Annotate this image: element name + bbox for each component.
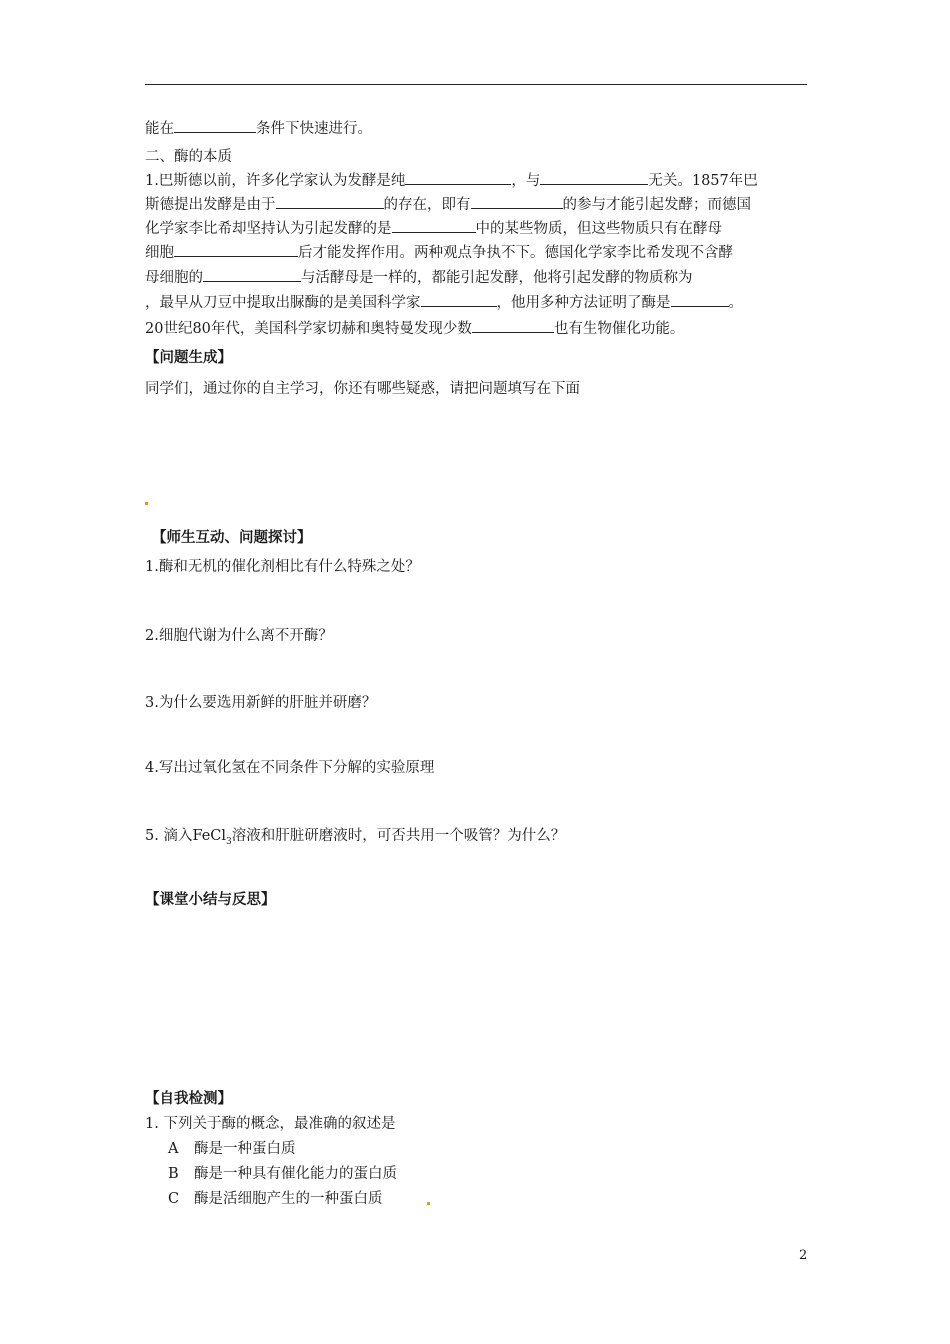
text: 。	[728, 295, 743, 311]
selftest-question-1: 1. 下列关于酶的概念，最准确的叙述是	[145, 1116, 396, 1132]
text: 能在	[145, 121, 174, 137]
page-number: 2	[799, 1248, 808, 1263]
text: 20世纪80年代，美国科学家切赫和奥特曼发现少数	[145, 321, 472, 337]
option-letter: C	[168, 1191, 180, 1207]
option-text: 酶是一种具有催化能力的蛋白质	[194, 1166, 397, 1182]
option-c	[168, 1188, 383, 1210]
text: ，他用多种方法证明了酶是	[496, 295, 671, 311]
text: 中的某些物质，但这些物质只有在酵母	[475, 221, 722, 237]
fill-blank	[421, 292, 497, 307]
fill-blank	[540, 170, 648, 185]
text: 母细胞的	[145, 270, 203, 286]
option-text: 酶是活细胞产生的一种蛋白质	[194, 1191, 383, 1207]
text: 的参与才能引起发酵；而德国	[562, 197, 751, 213]
text: 与活酵母是一样的，都能引起发酵，他将引起发酵的物质称为	[301, 270, 693, 286]
option-text: 酶是一种蛋白质	[194, 1141, 296, 1157]
fill-blank	[671, 292, 729, 307]
option-letter: B	[168, 1166, 179, 1182]
text-line	[145, 170, 758, 192]
text: 溶液和肝脏研磨液时，可否共用一个吸管？为什么？	[231, 828, 566, 844]
text: 5. 滴入FeCl	[145, 828, 227, 844]
question-5	[145, 825, 565, 853]
section-heading: 二、酶的本质	[145, 149, 232, 165]
text: 斯德提出发酵是由于	[145, 197, 276, 213]
option-b	[168, 1163, 397, 1185]
fill-blank	[174, 242, 298, 257]
text-line	[145, 267, 693, 289]
question-gen-heading: 【问题生成】	[145, 350, 232, 366]
fill-blank	[392, 218, 476, 233]
text-line	[145, 292, 743, 314]
text-line	[145, 242, 733, 264]
fill-blank	[174, 118, 256, 133]
text-line	[145, 318, 684, 340]
question-gen-text: 同学们，通过你的自主学习，你还有哪些疑惑，请把问题填写在下面	[145, 381, 580, 397]
text: 后才能发挥作用。两种观点争执不下。德国化学家李比希发现不含酵	[298, 245, 733, 261]
question-1: 1.酶和无机的催化剂相比有什么特殊之处？	[145, 559, 420, 575]
question-2: 2.细胞代谢为什么离不开酶？	[145, 628, 333, 644]
fill-blank	[203, 267, 301, 282]
summary-heading: 【课堂小结与反思】	[145, 892, 276, 908]
text: ，与	[511, 173, 541, 189]
text: 的存在，即有	[383, 197, 471, 213]
text: 也有生物催化功能。	[553, 321, 685, 337]
question-3: 3.为什么要选用新鲜的肝脏并研磨？	[145, 695, 377, 711]
option-letter: A	[168, 1141, 179, 1157]
stray-mark	[427, 1202, 430, 1205]
text: 1.巴斯德以前，许多化学家认为发酵是纯	[145, 173, 406, 189]
selftest-heading: 【自我检测】	[145, 1091, 232, 1107]
subscript: 3	[226, 836, 232, 847]
stray-mark	[145, 502, 148, 505]
header-rule	[145, 84, 807, 85]
text: 无关。1857年巴	[648, 173, 758, 189]
text-line	[145, 194, 751, 216]
fill-blank	[472, 318, 554, 333]
fill-blank	[276, 194, 384, 209]
question-4: 4.写出过氧化氢在不同条件下分解的实验原理	[145, 760, 435, 776]
option-a	[168, 1138, 296, 1160]
text: 细胞	[145, 245, 174, 261]
fill-blank	[471, 194, 563, 209]
interaction-heading: 【师生互动、问题探讨】	[152, 530, 312, 546]
text: 化学家李比希却坚持认为引起发酵的是	[145, 221, 392, 237]
fill-blank	[405, 170, 511, 185]
text-line	[145, 118, 372, 140]
text-line	[145, 218, 722, 240]
text: 条件下快速进行。	[256, 121, 372, 137]
text: ，最早从刀豆中提取出脲酶的是美国科学家	[145, 295, 421, 311]
